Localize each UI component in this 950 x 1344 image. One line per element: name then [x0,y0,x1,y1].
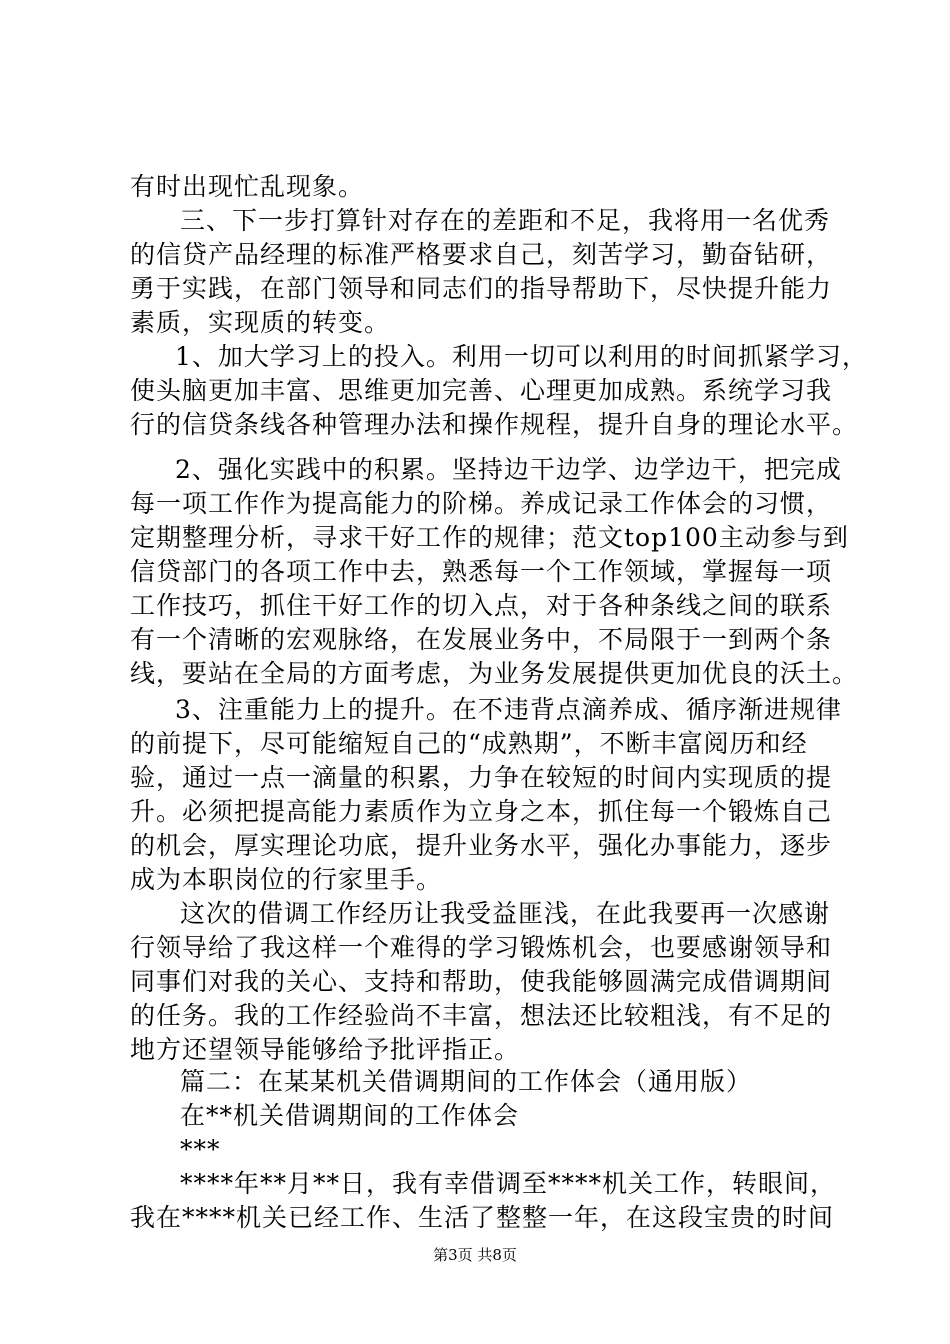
text-line: 3、注重能力上的提升。在不违背点滴养成、循序渐进规律 [175,695,842,724]
text-line: 每一项工作作为提高能力的阶梯。养成记录工作体会的习惯， [130,489,833,518]
text-line: 工作技巧，抓住干好工作的切入点，对于各种条线之间的联系 [130,591,833,620]
page-number-footer: 第3页 共8页 [433,1246,517,1264]
text-line: 三、下一步打算针对存在的差距和不足，我将用一名优秀 [180,206,831,235]
text-line: 我在****机关已经工作、生活了整整一年，在这段宝贵的时间 [130,1203,835,1232]
text-line: 有时出现忙乱现象。 [130,172,365,201]
article-title: 在**机关借调期间的工作体会 [180,1101,520,1130]
section-heading: 篇二：在某某机关借调期间的工作体会（通用版） [180,1067,753,1096]
text-line: 勇于实践，在部门领导和同志们的指导帮助下，尽快提升能力 [130,274,833,303]
text-line: 使头脑更加丰富、思维更加完善、心理更加成熟。系统学习我 [130,376,833,405]
text-line: 行领导给了我这样一个难得的学习锻炼机会，也要感谢领导和 [130,933,833,962]
text-line: ****年**月**日，我有幸借调至****机关工作，转眼间， [180,1169,837,1198]
text-line: 行的信贷条线各种管理办法和操作规程，提升自身的理论水平。 [130,410,859,439]
text-line: 定期整理分析，寻求干好工作的规律；范文top100主动参与到 [130,523,849,552]
text-line: 升。必须把提高能力素质作为立身之本，抓住每一个锻炼自己 [130,797,833,826]
text-line: 同事们对我的关心、支持和帮助，使我能够圆满完成借调期间 [130,967,833,996]
author-line: *** [180,1135,221,1164]
text-line: 1、加大学习上的投入。利用一切可以利用的时间抓紧学习， [175,342,868,371]
text-line: 线，要站在全局的方面考虑，为业务发展提供更加优良的沃土。 [130,659,859,688]
text-line: 信贷部门的各项工作中去，熟悉每一个工作领域，掌握每一项 [130,557,833,586]
text-line: 验，通过一点一滴量的积累，力争在较短的时间内实现质的提 [130,763,833,792]
text-line: 的前提下，尽可能缩短自己的“成熟期”，不断丰富阅历和经 [130,729,808,758]
text-line: 这次的借调工作经历让我受益匪浅，在此我要再一次感谢 [180,899,831,928]
text-line: 的信贷产品经理的标准严格要求自己，刻苦学习，勤奋钻研， [130,240,833,269]
text-line: 地方还望领导能够给予批评指正。 [130,1035,521,1064]
text-line: 的机会，厚实理论功底，提升业务水平，强化办事能力，逐步 [130,831,833,860]
text-line: 的任务。我的工作经验尚不丰富，想法还比较粗浅，有不足的 [130,1001,833,1030]
text-line: 有一个清晰的宏观脉络，在发展业务中，不局限于一到两个条 [130,625,833,654]
text-line: 素质，实现质的转变。 [130,308,391,337]
text-line: 成为本职岗位的行家里手。 [130,865,443,894]
text-line: 2、强化实践中的积累。坚持边干边学、边学边干，把完成 [175,455,842,484]
